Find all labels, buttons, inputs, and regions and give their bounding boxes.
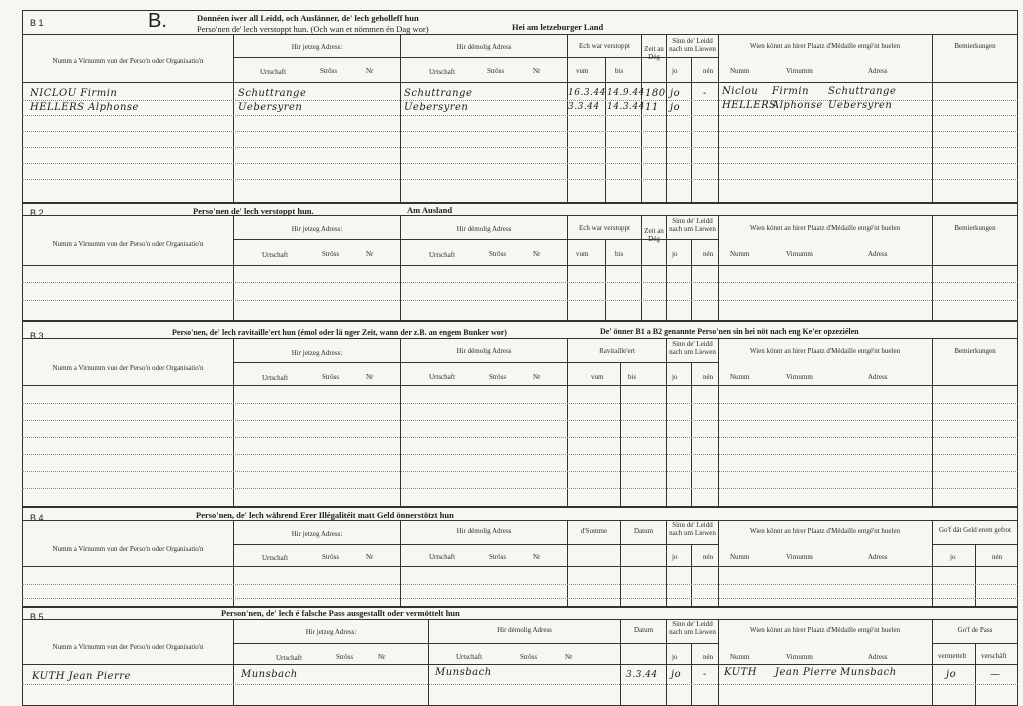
b1-row2-from: 3.3.44: [568, 102, 600, 112]
b4-sub-address: Adress: [868, 553, 888, 561]
b5-sub-firstname: Virnumm: [786, 653, 813, 661]
b3-sub-no: nén: [703, 373, 714, 381]
section-label-b1: B 1: [30, 18, 44, 28]
b1-sub-firstname: Virnumm: [786, 67, 813, 75]
b3-sub-name: Numm: [730, 373, 750, 381]
b4-sub-firstname: Virnumm: [786, 553, 813, 561]
b1-row2-name: HELLERS Alphonse: [30, 102, 139, 113]
b1-col-name: Numm a Virnumm vun der Perso'n oder Organisatio'n: [52, 57, 204, 65]
b1-row1-medal-name: Niclou: [722, 86, 759, 97]
b3-sub-place: Urtschaft: [262, 374, 289, 382]
b5-col-name: Numm a Virnumm vun der Perso'n oder Organisatio'n: [52, 643, 204, 651]
b2-sub-street: Ströss: [322, 250, 340, 258]
b2-sub-address: Adress: [868, 250, 888, 258]
b1-row1-days: 180: [645, 88, 666, 99]
b5-sub-yes: jo: [672, 653, 678, 661]
section-label-b4: B 4: [30, 513, 44, 523]
b3-sub-yes: jo: [672, 373, 678, 381]
b5-title: Person'nen, de' lech é falsche Pass ausgestallt oder vermöttelt hun: [221, 608, 460, 618]
b2-sub-name: Numm: [730, 250, 750, 258]
b5-row1-date: 3.3.44: [626, 670, 658, 680]
b5-row1-medal-name: KUTH: [724, 667, 757, 678]
b4-col-medal: Wien könnt an hirer Plaatz d'Médaille entgé'nt huelen: [749, 527, 901, 535]
b1-row1-from: 16.3.44: [568, 88, 606, 98]
b4-sub-place-2: Urtschaft: [429, 553, 456, 561]
b2-sub-from: vum: [576, 250, 589, 258]
b3-col-medal: Wien könnt an hirer Plaatz d'Médaille entgé'nt huelen: [749, 347, 901, 355]
form-letter: B.: [148, 10, 167, 32]
b3-sub-firstname: Virnumm: [786, 373, 813, 381]
b5-row1-no: -: [703, 669, 707, 680]
b1-sub-street-2: Ströss: [487, 67, 505, 75]
b5-col-current: Hir jetzeg Adress:: [305, 628, 357, 636]
b2-sub-to: bis: [615, 250, 624, 258]
b1-row2-current: Uebersyren: [238, 102, 303, 113]
b3-sub-street-2: Ströss: [489, 373, 507, 381]
section-label-b5: B 5: [30, 612, 44, 622]
b4-col-sum: d'Somme: [580, 527, 608, 535]
b5-row1-pass2: —: [990, 669, 1001, 680]
b2-title-right: Am Ausland: [407, 205, 453, 215]
b5-row1-medal-addr: Munsbach: [840, 667, 897, 678]
b1-sub-nr-2: Nr: [533, 67, 541, 75]
b4-col-name: Numm a Virnumm vun der Perso'n oder Organisatio'n: [52, 545, 204, 553]
b5-sub-mediated: vermettelt: [938, 652, 967, 660]
section-label-b3: B 3: [30, 331, 44, 341]
b1-row2-former: Uebersyren: [404, 102, 469, 113]
b2-col-name: Numm a Virnumm vun der Perso'n oder Organisatio'n: [52, 240, 204, 248]
b1-row1-medal-addr: Schuttrange: [828, 86, 897, 97]
b1-row1-former: Schuttrange: [404, 88, 473, 99]
b1-sub-place-2: Urtschaft: [429, 68, 456, 76]
b1-sub-nr: Nr: [366, 67, 374, 75]
b1-sub-name: Numm: [730, 67, 750, 75]
b2-col-former: Hir démolig Adress: [456, 225, 512, 233]
b4-sub-street-2: Ströss: [489, 553, 507, 561]
b5-sub-nr-2: Nr: [565, 653, 573, 661]
b2-col-sense: Sinn de' Leidd nach um Liewen: [669, 217, 716, 233]
b4-sub-place: Urtschaft: [262, 554, 289, 562]
b4-sub-no: nén: [703, 553, 714, 561]
b4-col-date: Datum: [633, 527, 654, 535]
b3-sub-nr-2: Nr: [533, 373, 541, 381]
b3-sub-from: vum: [591, 373, 604, 381]
b1-col-medal: Wien könnt an hirer Plaatz d'Médaille entgé'nt huelen: [749, 42, 901, 50]
b2-sub-nr: Nr: [366, 250, 374, 258]
b1-row2-yes: jo: [670, 102, 681, 113]
b2-col-time: Zeit an Dég: [644, 227, 664, 243]
b5-col-date: Datum: [633, 626, 654, 634]
b4-col-sense: Sinn de' Leidd nach um Liewen: [669, 521, 716, 537]
b5-col-former: Hir démolig Adress: [497, 626, 552, 634]
b1-row1-no: -: [703, 88, 707, 99]
b3-col-name: Numm a Virnumm vun der Perso'n oder Organisatio'n: [52, 364, 204, 372]
b3-title-right: De' önner B1 a B2 genannte Perso'nen sin hei nöt nach eng Ke'er opzeziélen: [600, 327, 859, 336]
b5-row1-pass: jo: [946, 669, 957, 680]
b1-row1-to: 14.9.44: [607, 88, 645, 98]
b5-sub-street: Ströss: [336, 653, 354, 661]
b5-row1-former: Munsbach: [435, 667, 492, 678]
b2-sub-nr-2: Nr: [533, 250, 541, 258]
b3-title: Perso'nen, de' lech ravitaille'ert hun (émol oder lä nger Zeit, wann der z.B. an engem Bunker wor): [172, 328, 507, 337]
b1-row2-medal-name: HELLERS: [722, 100, 777, 111]
b3-sub-place-2: Urtschaft: [429, 373, 456, 381]
b1-sub-from: vum: [576, 67, 589, 75]
b4-title: Perso'nen, de' lech während Erer Illégalitéit matt Geld önnerstötzt hun: [196, 510, 454, 520]
b2-title: Perso'nen de' lech verstoppt hun.: [193, 206, 314, 216]
b2-sub-place-2: Urtschaft: [429, 251, 456, 259]
b1-col-remarks: Bemierkungen: [954, 42, 996, 50]
b1-row1-medal-first: Firmin: [772, 86, 810, 97]
b2-col-hidden: Ech war verstoppt: [579, 224, 630, 232]
b5-sub-place-2: Urtschaft: [456, 653, 483, 661]
b5-col-pass: Go'f de Pass: [957, 626, 993, 634]
b3-sub-nr: Nr: [366, 373, 374, 381]
b4-col-former: Hir démolig Adress: [456, 527, 512, 535]
header-line2-right: Hei am letzeburger Land: [512, 22, 604, 32]
b3-sub-to: bis: [628, 373, 637, 381]
b2-col-remarks: Bemierkungen: [954, 224, 996, 232]
b1-sub-no: nén: [703, 67, 714, 75]
b4-sub-yes-2: jo: [950, 553, 956, 561]
b4-sub-nr-2: Nr: [533, 553, 541, 561]
b1-row2-to: 14.3.44: [607, 102, 645, 112]
b1-sub-to: bis: [615, 67, 624, 75]
b1-row2-days: 11: [645, 102, 659, 113]
b1-sub-place: Urtschaft: [260, 68, 287, 76]
b4-col-money: Go'f dät Geld erem gefrot: [938, 526, 1011, 534]
b2-col-medal: Wien könnt an hirer Plaatz d'Médaille entgé'nt huelen: [749, 224, 901, 232]
b3-col-former: Hir démolig Adress: [456, 347, 512, 355]
b5-row1-yes: jo: [671, 669, 682, 680]
b1-col-time: Zeit an Dég: [644, 45, 664, 61]
b5-sub-issued: verschäft: [981, 652, 1007, 660]
b4-sub-no-2: nén: [992, 553, 1003, 561]
b1-sub-street: Ströss: [320, 67, 338, 75]
b1-row1-yes: jo: [670, 88, 681, 99]
b1-row1-name: NICLOU Firmin: [30, 88, 118, 99]
b2-sub-firstname: Virnumm: [786, 250, 813, 258]
b1-row2-medal-first: Alphonse: [772, 100, 823, 111]
b4-col-current: Hir jetzeg Adress:: [291, 530, 343, 538]
b1-col-former: Hir démolig Adress: [456, 43, 512, 51]
b3-col-current: Hir jetzeg Adress:: [291, 349, 343, 357]
b2-sub-street-2: Ströss: [489, 250, 507, 258]
b5-sub-street-2: Ströss: [520, 653, 538, 661]
b4-sub-yes: jo: [672, 553, 678, 561]
b1-sub-yes: jo: [672, 67, 678, 75]
b3-sub-address: Adress: [868, 373, 888, 381]
b5-sub-nr: Nr: [378, 653, 386, 661]
b5-sub-place: Urtschaft: [276, 654, 303, 662]
b4-sub-nr: Nr: [366, 553, 374, 561]
b2-sub-yes: jo: [672, 250, 678, 258]
b5-sub-name: Numm: [730, 653, 750, 661]
b3-col-rav: Ravitaille'ert: [599, 347, 635, 355]
b1-row2-medal-addr: Uebersyren: [828, 100, 893, 111]
b1-row1-current: Schuttrange: [238, 88, 307, 99]
b5-col-sense: Sinn de' Leidd nach um Liewen: [669, 620, 716, 636]
b2-sub-place: Urtschaft: [262, 251, 289, 259]
b1-col-hidden: Ech war verstoppt: [579, 42, 630, 50]
b3-col-remarks: Bemierkungen: [954, 347, 996, 355]
header-line1: Donnéen iwer all Leidd, och Auslänner, de' lech geholleff hun: [197, 13, 419, 23]
b5-row1-medal-first: Jean Pierre: [775, 667, 838, 678]
b5-sub-address: Adress: [868, 653, 888, 661]
b4-sub-street: Ströss: [322, 553, 340, 561]
b5-row1-name: KUTH Jean Pierre: [32, 671, 131, 682]
b3-sub-street: Ströss: [322, 373, 340, 381]
b1-col-current: Hir jetzeg Adress:: [291, 43, 343, 51]
section-label-b2: B 2: [30, 208, 44, 218]
b5-row1-current: Munsbach: [241, 669, 298, 680]
b2-col-current: Hir jetzeg Adress:: [291, 225, 343, 233]
b1-col-sense: Sinn de' Leidd nach um Liewen: [669, 37, 716, 53]
b3-col-sense: Sinn de' Leidd nach um Liewen: [669, 340, 716, 356]
b4-sub-name: Numm: [730, 553, 750, 561]
b2-sub-no: nén: [703, 250, 714, 258]
b1-sub-address: Adress: [868, 67, 888, 75]
b5-sub-no: nén: [703, 653, 714, 661]
header-line2: Perso'nen de' lech verstoppt hun. (Och wan et nömmen én Dag wor): [197, 24, 429, 34]
b5-col-medal: Wien könnt an hirer Plaatz d'Médaille entgé'nt huelen: [749, 626, 901, 634]
